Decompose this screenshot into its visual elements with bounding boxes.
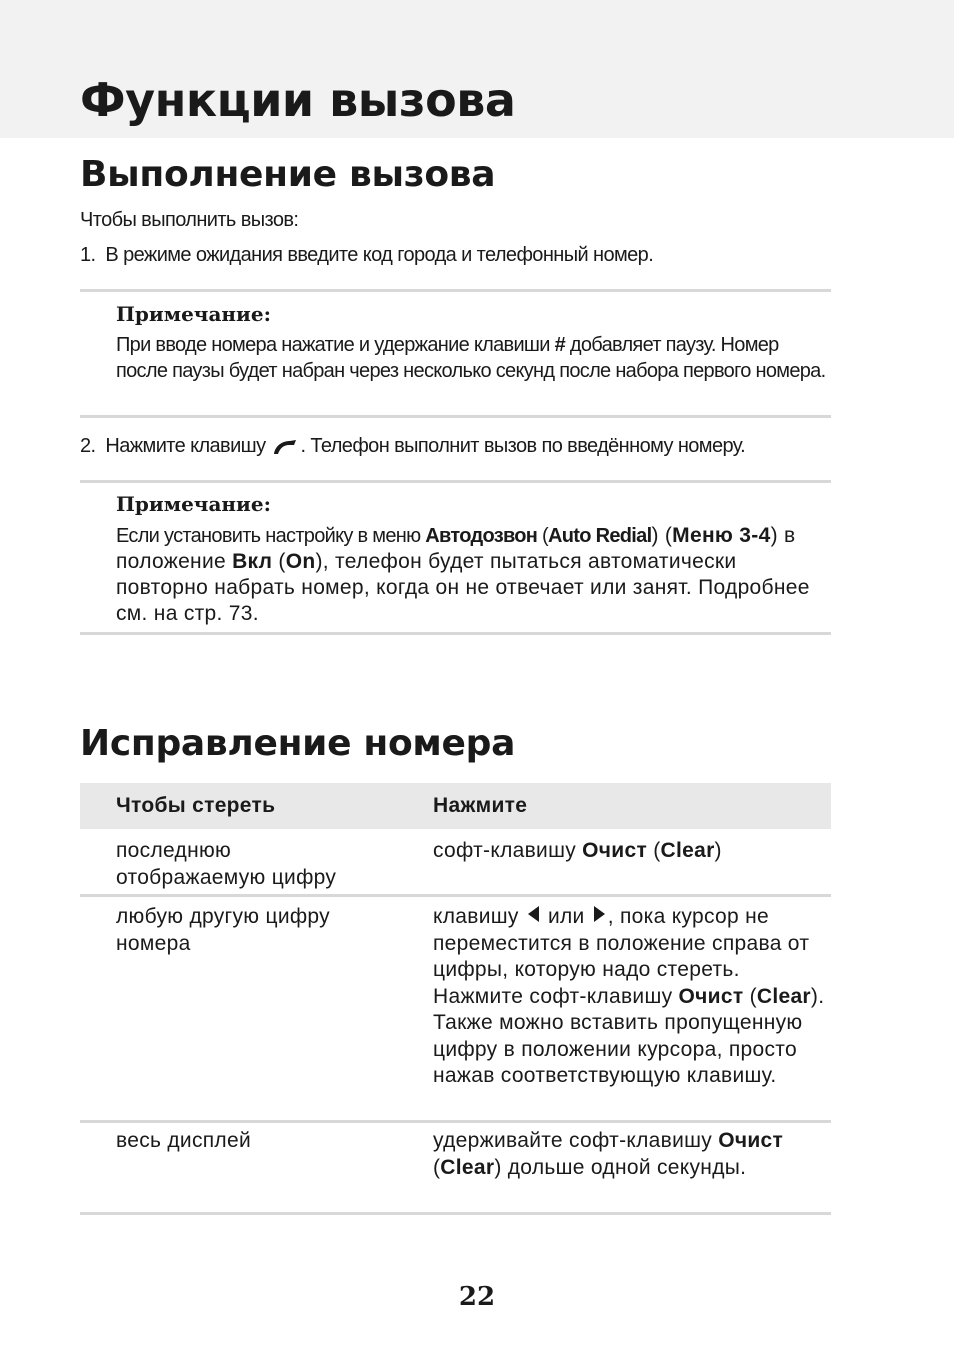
chapter-title: Функции вызова [80, 73, 516, 127]
table-header-col2: Нажмите [433, 794, 528, 817]
clear-key-en: Clear [660, 839, 715, 862]
value-on-ru: Вкл [232, 550, 273, 573]
section-title-making-call: Выполнение вызова [80, 154, 496, 195]
value-on-en: On [285, 550, 316, 573]
row-1-what: последнюю отображаемую цифру [116, 839, 337, 889]
note-2-body: Если установить настройку в меню Автодозвон (Auto Redial) (Меню 3-4) в положение Вкл (On), телефон будет пытаться автоматически повторно набрать номер, когда он не отвечает или занят. Подробнее см. на стр. 73. [116, 524, 810, 625]
row-2-action: клавишу или , пока курсор не переместится в положение справа от цифры, которую надо стереть. Нажмите софт-клавишу Очист (Clear). Также можно вставить пропущенную цифру в положении курсора, просто нажав соответствующую клавишу. [433, 905, 825, 1087]
menu-autoredial-ru: Автодозвон [425, 525, 538, 547]
section-title-correcting: Исправление номера [80, 723, 516, 764]
step-1-text: В режиме ожидания введите код города и телефонный номер. [105, 244, 654, 266]
menu-number: Меню 3-4 [672, 524, 771, 547]
row-1-rule [80, 894, 831, 897]
note-2-bottom-rule [80, 632, 831, 635]
note-1-bottom-rule [80, 415, 831, 418]
right-arrow-key-icon [594, 906, 605, 922]
step-2: 2. Нажмите клавишу . Телефон выполнит вызов по введённому номеру. [80, 435, 746, 457]
note-1-body: При вводе номера нажатие и удержание клавиши # добавляет паузу. Номер после паузы будет набран через несколько секунд после набора первого номера. [116, 334, 826, 382]
row-3-what: весь дисплей [116, 1129, 251, 1152]
left-arrow-key-icon [528, 906, 539, 922]
step-1-number: 1. [80, 244, 96, 266]
menu-autoredial-en: Auto Redial [548, 525, 652, 547]
clear-key-ru: Очист [582, 839, 648, 862]
row-2-rule [80, 1120, 831, 1123]
row-1-action: софт-клавишу Очист (Clear) [433, 839, 722, 862]
intro-text: Чтобы выполнить вызов: [80, 209, 299, 231]
step-1 [80, 242, 653, 268]
step-2-number: 2. [80, 435, 96, 457]
note-1-label: Примечание: [116, 302, 271, 326]
note-2-label: Примечание: [116, 492, 271, 516]
page-number: 22 [458, 1282, 496, 1312]
send-key-icon [272, 436, 298, 456]
note-1-top-rule [80, 289, 831, 292]
note-2-top-rule [80, 480, 831, 483]
row-2-what: любую другую цифру номера [116, 905, 330, 955]
hash-key: # [554, 334, 566, 356]
row-3-action: удерживайте софт-клавишу Очист (Clear) дольше одной секунды. [433, 1129, 784, 1179]
table-header-col1: Чтобы стереть [116, 794, 276, 817]
table-bottom-rule [80, 1212, 831, 1215]
